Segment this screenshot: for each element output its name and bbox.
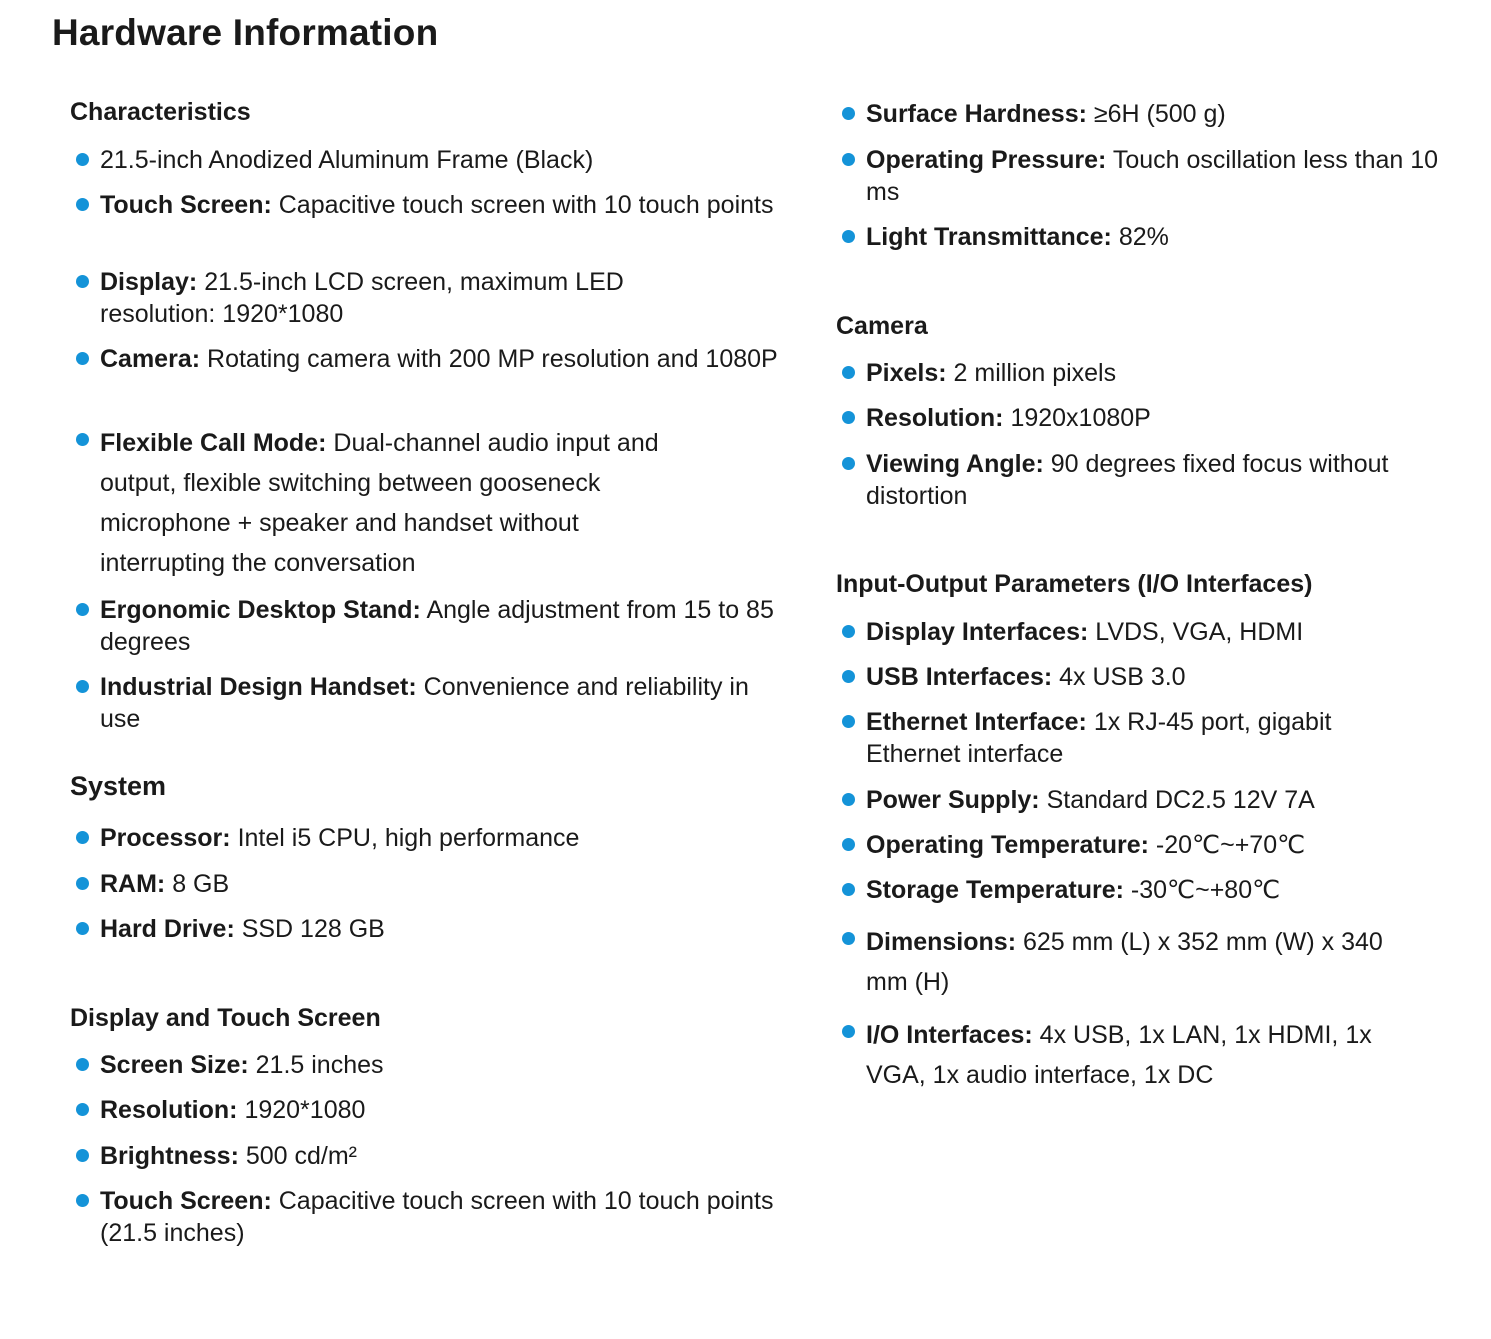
- list-item: [866, 829, 1486, 861]
- item-label: Display:: [100, 268, 198, 296]
- bullet-dot-icon: [842, 153, 855, 166]
- right-column: [790, 0, 1491, 1339]
- item-text: -30℃~+80℃: [1123, 876, 1281, 904]
- item-label: Screen Size:: [100, 1051, 249, 1079]
- list-item: [866, 784, 1486, 816]
- item-label: Surface Hardness:: [866, 100, 1087, 128]
- camera-heading: Camera: [836, 312, 928, 340]
- item-text: 1920x1080P: [1003, 404, 1151, 432]
- bullet-dot-icon: [76, 877, 89, 890]
- item-label: Industrial Design Handset:: [100, 673, 417, 701]
- item-label: Light Transmittance:: [866, 223, 1112, 251]
- item-label: Ethernet Interface:: [866, 708, 1087, 736]
- item-label: Power Supply:: [866, 786, 1040, 814]
- item-label: Processor:: [100, 824, 231, 852]
- item-text: 90 degrees fixed focus without distortion: [866, 450, 1389, 510]
- item-label: Viewing Angle:: [866, 450, 1044, 478]
- bullet-dot-icon: [76, 922, 89, 935]
- item-label: Display Interfaces:: [866, 618, 1089, 646]
- list-item: [866, 402, 1486, 434]
- item-text: 4x USB 3.0: [1052, 663, 1186, 691]
- item-label: Touch Screen:: [100, 191, 272, 219]
- item-label: Operating Pressure:: [866, 146, 1107, 174]
- bullet-dot-icon: [76, 275, 89, 288]
- bullet-dot-icon: [76, 352, 89, 365]
- bullet-dot-icon: [76, 153, 89, 166]
- bullet-dot-icon: [842, 411, 855, 424]
- list-item: [866, 706, 1386, 770]
- item-text: 21.5-inch Anodized Aluminum Frame (Black): [100, 146, 594, 174]
- list-item: [100, 868, 790, 900]
- item-text: Convenience and reliability in use: [100, 673, 749, 733]
- list-item: [100, 189, 790, 221]
- bullet-dot-icon: [76, 198, 89, 211]
- page-title: Hardware Information: [52, 12, 439, 53]
- list-item: [100, 144, 790, 176]
- bullet-dot-icon: [842, 838, 855, 851]
- item-text: LVDS, VGA, HDMI: [1088, 618, 1304, 646]
- list-item: [100, 423, 700, 583]
- item-label: Flexible Call Mode:: [100, 429, 327, 457]
- item-text: Dual-channel audio input and output, flexible switching between gooseneck microphone + speaker and handset without interrupting the conversation: [100, 429, 659, 577]
- list-item: [866, 98, 1486, 130]
- item-label: USB Interfaces:: [866, 663, 1053, 691]
- item-label: Pixels:: [866, 359, 947, 387]
- list-item: [100, 1185, 790, 1249]
- list-item: [866, 144, 1446, 208]
- bullet-dot-icon: [76, 1058, 89, 1071]
- bullet-dot-icon: [76, 1103, 89, 1116]
- list-item: [866, 357, 1486, 389]
- list-item: [100, 1094, 790, 1126]
- bullet-dot-icon: [76, 1194, 89, 1207]
- list-item: [100, 594, 790, 658]
- item-text: 8 GB: [165, 870, 230, 898]
- item-text: 21.5-inch LCD screen, maximum LED resolution: 1920*1080: [100, 268, 624, 328]
- item-label: Operating Temperature:: [866, 831, 1149, 859]
- item-text: Angle adjustment from 15 to 85 degrees: [100, 596, 774, 656]
- bullet-dot-icon: [842, 457, 855, 470]
- item-label: Brightness:: [100, 1142, 239, 1170]
- list-item: [866, 221, 1486, 253]
- item-label: RAM:: [100, 870, 166, 898]
- item-text: Standard DC2.5 12V 7A: [1039, 786, 1315, 814]
- item-text: SSD 128 GB: [234, 915, 385, 943]
- bullet-dot-icon: [842, 883, 855, 896]
- bullet-dot-icon: [842, 793, 855, 806]
- item-text: 625 mm (L) x 352 mm (W) x 340 mm (H): [866, 928, 1383, 996]
- bullet-dot-icon: [76, 1149, 89, 1162]
- bullet-dot-icon: [842, 230, 855, 243]
- item-text: Capacitive touch screen with 10 touch points (21.5 inches): [100, 1187, 774, 1247]
- list-item: [100, 1049, 790, 1081]
- bullet-dot-icon: [842, 932, 855, 945]
- bullet-dot-icon: [76, 831, 89, 844]
- item-label: Storage Temperature:: [866, 876, 1124, 904]
- item-label: Hard Drive:: [100, 915, 235, 943]
- bullet-dot-icon: [842, 366, 855, 379]
- item-text: Rotating camera with 200 MP resolution and 1080P: [200, 345, 778, 373]
- bullet-dot-icon: [76, 603, 89, 616]
- list-item: [866, 1015, 1406, 1095]
- item-text: 4x USB, 1x LAN, 1x HDMI, 1x VGA, 1x audio interface, 1x DC: [866, 1021, 1372, 1089]
- list-item: [100, 1140, 790, 1172]
- list-item: [100, 671, 760, 735]
- bullet-dot-icon: [76, 680, 89, 693]
- bullet-dot-icon: [842, 1025, 855, 1038]
- item-text: Touch oscillation less than 10 ms: [866, 146, 1439, 206]
- system-heading: System: [70, 771, 167, 801]
- list-item: [866, 874, 1486, 906]
- bullet-dot-icon: [76, 433, 89, 446]
- list-item: [100, 822, 790, 854]
- list-item: [100, 343, 790, 375]
- item-text: 1920*1080: [237, 1096, 366, 1124]
- characteristics-heading: Characteristics: [70, 98, 251, 126]
- item-text: ≥6H (500 g): [1086, 100, 1226, 128]
- item-text: Capacitive touch screen with 10 touch points: [271, 191, 774, 219]
- display-touch-heading: Display and Touch Screen: [70, 1004, 381, 1032]
- item-text: 21.5 inches: [248, 1051, 384, 1079]
- list-item: [866, 448, 1446, 512]
- item-label: Dimensions:: [866, 928, 1017, 956]
- bullet-dot-icon: [842, 715, 855, 728]
- item-text: 2 million pixels: [946, 359, 1117, 387]
- item-label: I/O Interfaces:: [866, 1021, 1033, 1049]
- list-item: [100, 913, 790, 945]
- item-text: 1x RJ-45 port, gigabit Ethernet interface: [866, 708, 1332, 768]
- item-label: Resolution:: [866, 404, 1004, 432]
- list-item: [866, 661, 1486, 693]
- list-item: [100, 266, 660, 330]
- bullet-dot-icon: [842, 625, 855, 638]
- item-text: 500 cd/m²: [238, 1142, 358, 1170]
- item-text: 82%: [1111, 223, 1169, 251]
- list-item: [866, 616, 1486, 648]
- item-text: -20℃~+70℃: [1148, 831, 1306, 859]
- bullet-dot-icon: [842, 107, 855, 120]
- list-item: [866, 922, 1426, 1002]
- item-label: Touch Screen:: [100, 1187, 272, 1215]
- item-text: Intel i5 CPU, high performance: [230, 824, 580, 852]
- io-heading: Input-Output Parameters (I/O Interfaces): [836, 570, 1313, 598]
- item-label: Resolution:: [100, 1096, 238, 1124]
- item-label: Ergonomic Desktop Stand:: [100, 596, 421, 624]
- bullet-dot-icon: [842, 670, 855, 683]
- item-label: Camera:: [100, 345, 201, 373]
